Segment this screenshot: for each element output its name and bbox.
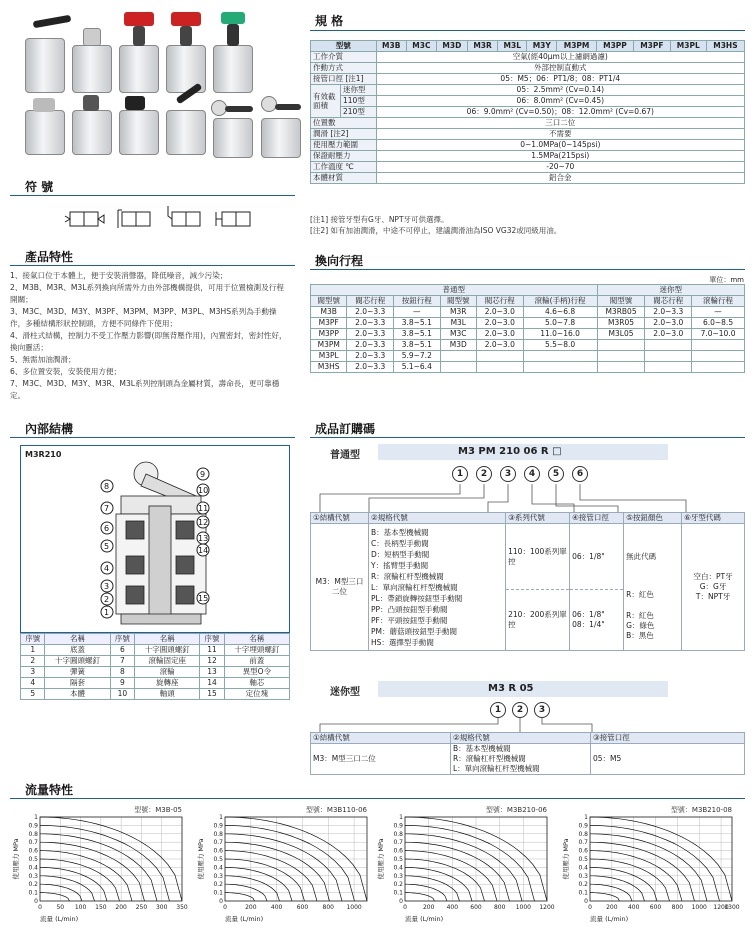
spec-note: [注1] 接管牙型有G牙、NPT牙可供選擇。 xyxy=(310,215,449,224)
order-position-markers: 1 2 3 4 5 6 xyxy=(452,466,588,482)
y-tick-label: 0.3 xyxy=(28,872,38,880)
x-tick-label: 800 xyxy=(671,904,684,911)
y-axis-label: 使用壓力 MPa xyxy=(197,838,205,880)
table-row: M3：M型三口二位 B：基本型機械閥 C：長柄型手動閥 D：短柄型手動閥 Y：搖臂型手動閥 R：滾輪杠杆型機械閥 L：單向滾輪杠杆型機械閥 PL：帶鎖旋轉按鈕型手動閥 PP：凸頭按鈕型手動閥 PF：平頭按鈕型手動閥 PM：蘑菇頭按鈕型手動閥 HS：選擇型手動閥 110：100系列單控 210：200系列單控 06：1/8" 06：1/8" 08：1/4" 無此代碼 R：紅色 R：紅色 G：綠色 B：黑色 空白：PT牙 G：G牙 T：NPT牙 xyxy=(311,524,745,651)
table-row: M3PF 2.0~3.3 3.8~5.1 M3L 2.0~3.0 5.0~7.8 M3R05 2.0~3.0 6.0~8.5 xyxy=(311,318,745,329)
y-tick-label: 0.1 xyxy=(213,889,223,897)
internal-diagram xyxy=(20,445,290,633)
mini-position-markers: 1 2 3 xyxy=(490,702,550,718)
y-tick-label: 0.3 xyxy=(393,872,403,880)
x-tick-label: 1200 xyxy=(539,904,555,911)
x-axis-label: 流量 (L/min) xyxy=(40,915,79,923)
feature-item: 4、滑柱式結構，控制力不受工作壓力影響(即無背壓作用)，內置密封，密封性好，換向靈活； xyxy=(10,331,287,352)
flow-curve xyxy=(225,825,355,901)
x-tick-label: 600 xyxy=(296,904,309,911)
y-tick-label: 1 xyxy=(34,814,38,821)
x-tick-label: 600 xyxy=(649,904,662,911)
table-row: 使用壓力範圍 0~1.0MPa(0~145psi) xyxy=(311,140,745,151)
cross-section-drawing xyxy=(21,446,291,634)
flow-section-title: 流量特性 xyxy=(25,783,74,797)
x-axis-label: 流量 (L/min) xyxy=(590,915,629,923)
y-tick-label: 0.8 xyxy=(213,830,223,838)
x-tick-label: 0 xyxy=(38,904,42,911)
flow-curve xyxy=(590,859,670,901)
y-tick-label: 0.6 xyxy=(393,847,403,855)
chart-title: 型號：M3B210-06 xyxy=(485,806,547,814)
table-row: 工作溫度 ℃ -20~70 xyxy=(311,162,745,173)
order-mini-label: 迷你型 xyxy=(330,687,360,698)
flow-curve xyxy=(40,825,170,901)
unit-label: 單位：mm xyxy=(709,276,744,284)
chart-title: 型號：M3B110-06 xyxy=(305,806,367,814)
flow-curve xyxy=(405,893,435,901)
x-tick-label: 200 xyxy=(606,904,618,911)
order-section-title: 成品訂購碼 xyxy=(315,422,376,436)
mini-connector-lines xyxy=(310,718,745,732)
svg-text:14: 14 xyxy=(198,546,209,555)
symbol-section-title: 符 號 xyxy=(25,180,54,194)
x-tick-label: 150 xyxy=(95,904,107,911)
y-tick-label: 0.8 xyxy=(578,830,588,838)
flow-curve xyxy=(590,893,620,901)
svg-text:6: 6 xyxy=(104,524,110,533)
x-tick-label: 1300 xyxy=(724,904,740,911)
x-tick-label: 50 xyxy=(56,904,65,911)
y-tick-label: 0.2 xyxy=(28,881,38,889)
mini-order-table: ①結構代號 ②規格代號 ③接管口徑 M3：M型三口二位 B：基本型機械閥 R：滾輪杠杆型機械閥 L：單向滾輪杠杆型機械閥 05：M5 xyxy=(310,732,745,775)
table-row: 3 彈簧 8 滾輪 13 異型O令 xyxy=(21,667,290,678)
table-row: 2 十字圓頭螺釘 7 滾輪固定座 12 前蓋 xyxy=(21,656,290,667)
parts-table: 序號 名稱 序號 名稱 序號 名稱 1 底蓋 6 十字圓頭螺釘 11 十字埋頭螺釘 2 十字圓頭螺釘 7 滾輪固定座 12 前蓋 3 彈簧 8 滾輪 13 異型O令 4 隔套 9 旋轉座 14 軸芯 5 本體 10 軸頭 15 定位塊 xyxy=(20,633,290,700)
y-tick-label: 0.7 xyxy=(393,839,403,847)
x-tick-label: 200 xyxy=(115,904,127,911)
svg-text:8: 8 xyxy=(104,482,110,491)
flow-curve xyxy=(40,859,120,901)
y-tick-label: 0.5 xyxy=(28,856,38,863)
flow-chart xyxy=(375,803,555,923)
y-tick-label: 0 xyxy=(399,898,403,905)
table-row: 有效截面積 迷你型 05：2.5mm² (Cv=0.14) xyxy=(311,85,745,96)
svg-text:9: 9 xyxy=(200,470,206,479)
x-tick-label: 100 xyxy=(74,904,87,911)
flow-curve xyxy=(590,825,720,901)
switch-table: 普通型 迷你型 閥型號 閥芯行程 按鈕行程 閥型號 閥芯行程 滾輪(手柄)行程 閥型號 閥芯行程 滾輪行程 M3B 2.0~3.3 — M3R 2.0~3.0 4.6~6.8 M3RB05 2.0~3.3 — M3PF 2.0~3.3 3.8~5.1 M3L 2.0~3.0 5.0~7.8 M3R05 2.0~3.0 6.0~8.5 M3PP 2.0~3.3 3.8~5.1 M3C 2.0~3.0 11.0~16.0 M3L05 2.0~3.0 7.0~10.0 M3PM 2.0~3.3 3.8~5.1 M3D 2.0~3.0 5.5~8.0 M3PL 2.0~3.3 5.9~7.2 M3HS 2.0~3.3 5.1~6.4 xyxy=(310,284,745,373)
y-tick-label: 0.5 xyxy=(393,856,403,863)
y-axis-label: 使用壓力 MPa xyxy=(12,838,20,880)
x-tick-label: 400 xyxy=(446,904,459,911)
table-row: 210型 06：9.0mm² (Cv=0.50)；08：12.0mm² (Cv=0.67) xyxy=(311,107,745,118)
table-row: 接管口徑 [注1] 05：M5；06：PT1/8；08：PT1/4 xyxy=(311,74,745,85)
order-mini-code: M3 R 05 xyxy=(378,681,668,697)
y-tick-label: 1 xyxy=(584,814,588,821)
order-table: ①結構代號 ②規格代號 ③系列代號 ④接管口徑 ⑤按鈕顏色 ⑥牙型代碼 M3：M型三口二位 B：基本型機械閥 C：長柄型手動閥 D：短柄型手動閥 Y：搖臂型手動閥 R：滾輪杠杆型機械閥 L：單向滾輪杠杆型機械閥 PL：帶鎖旋轉按鈕型手動閥 PP：凸頭按鈕型手動閥 PF：平頭按鈕型手動閥 PM：蘑菇頭按鈕型手動閥 HS：選擇型手動閥 110：100系列單控 210：200系列單控 06：1/8" 06：1/8" 08：1/4" 無此代碼 R：紅色 R：紅色 G：綠色 B：黑色 空白：PT牙 G：G牙 T：NPT牙 xyxy=(310,512,745,651)
x-tick-label: 600 xyxy=(470,904,482,911)
flow-charts xyxy=(0,803,756,927)
flow-curve xyxy=(225,893,255,901)
flow-chart xyxy=(560,803,740,923)
product-photos xyxy=(25,10,305,175)
table-row: M3PP 2.0~3.3 3.8~5.1 M3C 2.0~3.0 11.0~16.0 M3L05 2.0~3.0 7.0~10.0 xyxy=(311,329,745,340)
table-row: M3：M型三口二位 B：基本型機械閥 R：滾輪杠杆型機械閥 L：單向滾輪杠杆型機械閥 05：M5 xyxy=(311,744,745,775)
svg-text:7: 7 xyxy=(104,504,110,513)
x-tick-label: 400 xyxy=(627,904,640,911)
table-row: 本體材質 鋁合金 xyxy=(311,173,745,184)
table-row: 4 隔套 9 旋轉座 14 軸芯 xyxy=(21,678,290,689)
x-tick-label: 0 xyxy=(403,904,407,911)
table-row: M3B 2.0~3.3 — M3R 2.0~3.0 4.6~6.8 M3RB05 2.0~3.3 — xyxy=(311,307,745,318)
y-tick-label: 0 xyxy=(34,898,38,905)
y-tick-label: 0.7 xyxy=(578,839,588,847)
table-row: M3PL 2.0~3.3 5.9~7.2 xyxy=(311,351,745,362)
order-connector-lines xyxy=(310,482,745,512)
x-tick-label: 1000 xyxy=(346,904,362,911)
y-tick-label: 1 xyxy=(219,814,223,821)
y-tick-label: 0.8 xyxy=(28,830,38,838)
x-tick-label: 350 xyxy=(176,904,188,911)
feature-item: 3、M3C、M3D、M3Y、M3PF、M3PM、M3PP、M3PL、M3HS系列為手動操作，多種結構形狀控制頭，方便不同條件下使用； xyxy=(10,307,277,328)
y-tick-label: 0.1 xyxy=(393,889,403,897)
table-row: 保證耐壓力 1.5MPa(215psi) xyxy=(311,151,745,162)
x-tick-label: 250 xyxy=(135,904,148,911)
x-tick-label: 800 xyxy=(493,904,506,911)
order-normal-code: M3 PM 210 06 R □ xyxy=(378,444,668,460)
y-tick-label: 0.2 xyxy=(578,881,588,889)
table-row: M3PM 2.0~3.3 3.8~5.1 M3D 2.0~3.0 5.5~8.0 xyxy=(311,340,745,351)
svg-text:2: 2 xyxy=(104,595,110,604)
y-tick-label: 0.4 xyxy=(393,864,403,872)
spec-notes xyxy=(310,214,561,236)
y-tick-label: 0.4 xyxy=(213,864,223,872)
x-tick-label: 200 xyxy=(245,904,257,911)
flow-curve xyxy=(40,893,70,901)
y-tick-label: 0.7 xyxy=(28,839,38,847)
feature-item: 1、接氣口位于本體上，便于安裝消聲器，降低噪音，減少污染； xyxy=(10,271,228,280)
switch-section-title: 換向行程 xyxy=(315,254,364,268)
table-row: 位置數 三口二位 xyxy=(311,118,745,129)
y-tick-label: 0.9 xyxy=(213,822,223,830)
table-row: M3HS 2.0~3.3 5.1~6.4 xyxy=(311,362,745,373)
y-tick-label: 0.1 xyxy=(578,889,588,897)
x-tick-label: 1000 xyxy=(515,904,531,911)
x-tick-label: 400 xyxy=(270,904,283,911)
spec-section-title: 規 格 xyxy=(315,14,344,28)
x-tick-label: 1000 xyxy=(691,904,707,911)
svg-text:10: 10 xyxy=(198,486,209,495)
y-tick-label: 0.9 xyxy=(393,822,403,830)
x-axis-label: 流量 (L/min) xyxy=(225,915,264,923)
svg-text:5: 5 xyxy=(104,542,110,551)
y-tick-label: 0.3 xyxy=(578,872,588,880)
y-tick-label: 0.1 xyxy=(28,889,38,897)
y-tick-label: 0.6 xyxy=(28,847,38,855)
y-tick-label: 0 xyxy=(219,898,223,905)
chart-title: 型號：M3B-05 xyxy=(134,806,182,814)
spec-code-list: B：基本型機械閥 C：長柄型手動閥 D：短柄型手動閥 Y：搖臂型手動閥 R：滾輪杠杆型機械閥 L：單向滾輪杠杆型機械閥 PL：帶鎖旋轉按鈕型手動閥 PP：凸頭按鈕型手動閥 PF：平頭按鈕型手動閥 PM：蘑菇頭按鈕型手動閥 HS：選擇型手動閥 xyxy=(371,527,463,647)
table-row: 工作介質 空氣(經40μm以上濾網過濾) xyxy=(311,52,745,63)
flow-chart xyxy=(10,803,190,923)
x-axis-label: 流量 (L/min) xyxy=(405,915,444,923)
spec-note: [注2] 如有加油潤滑，中途不可停止，建議潤滑油為ISO VG32或同級用油。 xyxy=(310,226,562,235)
x-tick-label: 0 xyxy=(223,904,227,911)
y-tick-label: 0.6 xyxy=(213,847,223,855)
flow-chart xyxy=(195,803,375,923)
y-tick-label: 0.5 xyxy=(578,856,588,863)
y-tick-label: 0.4 xyxy=(578,864,588,872)
svg-text:12: 12 xyxy=(198,518,209,527)
y-tick-label: 0.6 xyxy=(578,847,588,855)
x-tick-label: 300 xyxy=(155,904,168,911)
x-tick-label: 1200 xyxy=(713,904,729,911)
y-tick-label: 0.2 xyxy=(213,881,223,889)
features-list xyxy=(10,270,290,402)
x-tick-label: 0 xyxy=(588,904,592,911)
table-row: 110型 06：8.0mm² (Cv=0.45) xyxy=(311,96,745,107)
y-tick-label: 0 xyxy=(584,898,588,905)
y-tick-label: 0.4 xyxy=(28,864,38,872)
internal-section-title: 內部結構 xyxy=(25,422,74,436)
y-tick-label: 0.9 xyxy=(28,822,38,830)
internal-model-label: M3R210 xyxy=(25,450,62,459)
table-row: 1 底蓋 6 十字圓頭螺釘 11 十字埋頭螺釘 xyxy=(21,645,290,656)
table-row: 5 本體 10 軸頭 15 定位塊 xyxy=(21,689,290,700)
features-section-title: 產品特性 xyxy=(25,250,74,264)
feature-item: 6、多位置安裝，安裝使用方便； xyxy=(10,367,122,376)
svg-text:15: 15 xyxy=(198,594,209,603)
valve-symbols xyxy=(60,200,260,240)
y-tick-label: 0.9 xyxy=(578,822,588,830)
y-tick-label: 0.7 xyxy=(213,839,223,847)
flow-curve xyxy=(405,859,485,901)
x-tick-label: 800 xyxy=(322,904,334,911)
y-tick-label: 0.2 xyxy=(393,881,403,889)
y-axis-label: 使用壓力 MPa xyxy=(562,838,570,880)
y-tick-label: 0.3 xyxy=(213,872,223,880)
svg-text:1: 1 xyxy=(104,608,110,617)
flow-curve xyxy=(405,825,535,901)
svg-text:11: 11 xyxy=(198,504,209,513)
svg-text:13: 13 xyxy=(198,534,209,543)
y-axis-label: 使用壓力 MPa xyxy=(377,838,385,880)
svg-text:4: 4 xyxy=(104,564,110,573)
x-tick-label: 200 xyxy=(422,904,435,911)
table-row: 潤滑 [注2] 不需要 xyxy=(311,129,745,140)
feature-item: 2、M3B、M3R、M3L系列換向所需外力由外部機構提供，可用于位置檢測及行程開關； xyxy=(10,283,284,304)
feature-item: 5、無需加油潤滑； xyxy=(10,355,76,364)
y-tick-label: 0.5 xyxy=(213,856,223,863)
y-tick-label: 1 xyxy=(399,814,403,821)
svg-text:3: 3 xyxy=(104,582,110,591)
table-row: 作動方式 外部控制直動式 xyxy=(311,63,745,74)
order-normal-label: 普通型 xyxy=(330,450,360,461)
flow-curve xyxy=(225,859,305,901)
spec-table: 型號 M3B M3C M3D M3R M3L M3Y M3PM M3PP M3PF M3PL M3HS 工作介質 空氣(經40μm以上濾網過濾) 作動方式 外部控制直動式 接管口徑 [注1] 05：M5；06：PT1/8；08：PT1/4 有效截面積 迷你型 05：2.5mm² (Cv=0.14) 110型 06：8.0mm² (Cv=0.45) 210型 06：9.0mm² (Cv=0.50)；08：12.0mm² (Cv=0.67) 位置數 三口二位 潤滑 [注2] 不需要 使用壓力範圍 0~1.0MPa(0~145psi) 保證耐壓力 1.5MPa(215psi) 工作溫度 ℃ -20~70 本體材質 鋁合金 xyxy=(310,40,745,184)
chart-title: 型號：M3B210-08 xyxy=(670,806,732,814)
y-tick-label: 0.8 xyxy=(393,830,403,838)
feature-item: 7、M3C、M3D、M3Y、M3R、M3L系列控制頭為金屬材質，壽命長，更可靠穩定。 xyxy=(10,379,280,400)
